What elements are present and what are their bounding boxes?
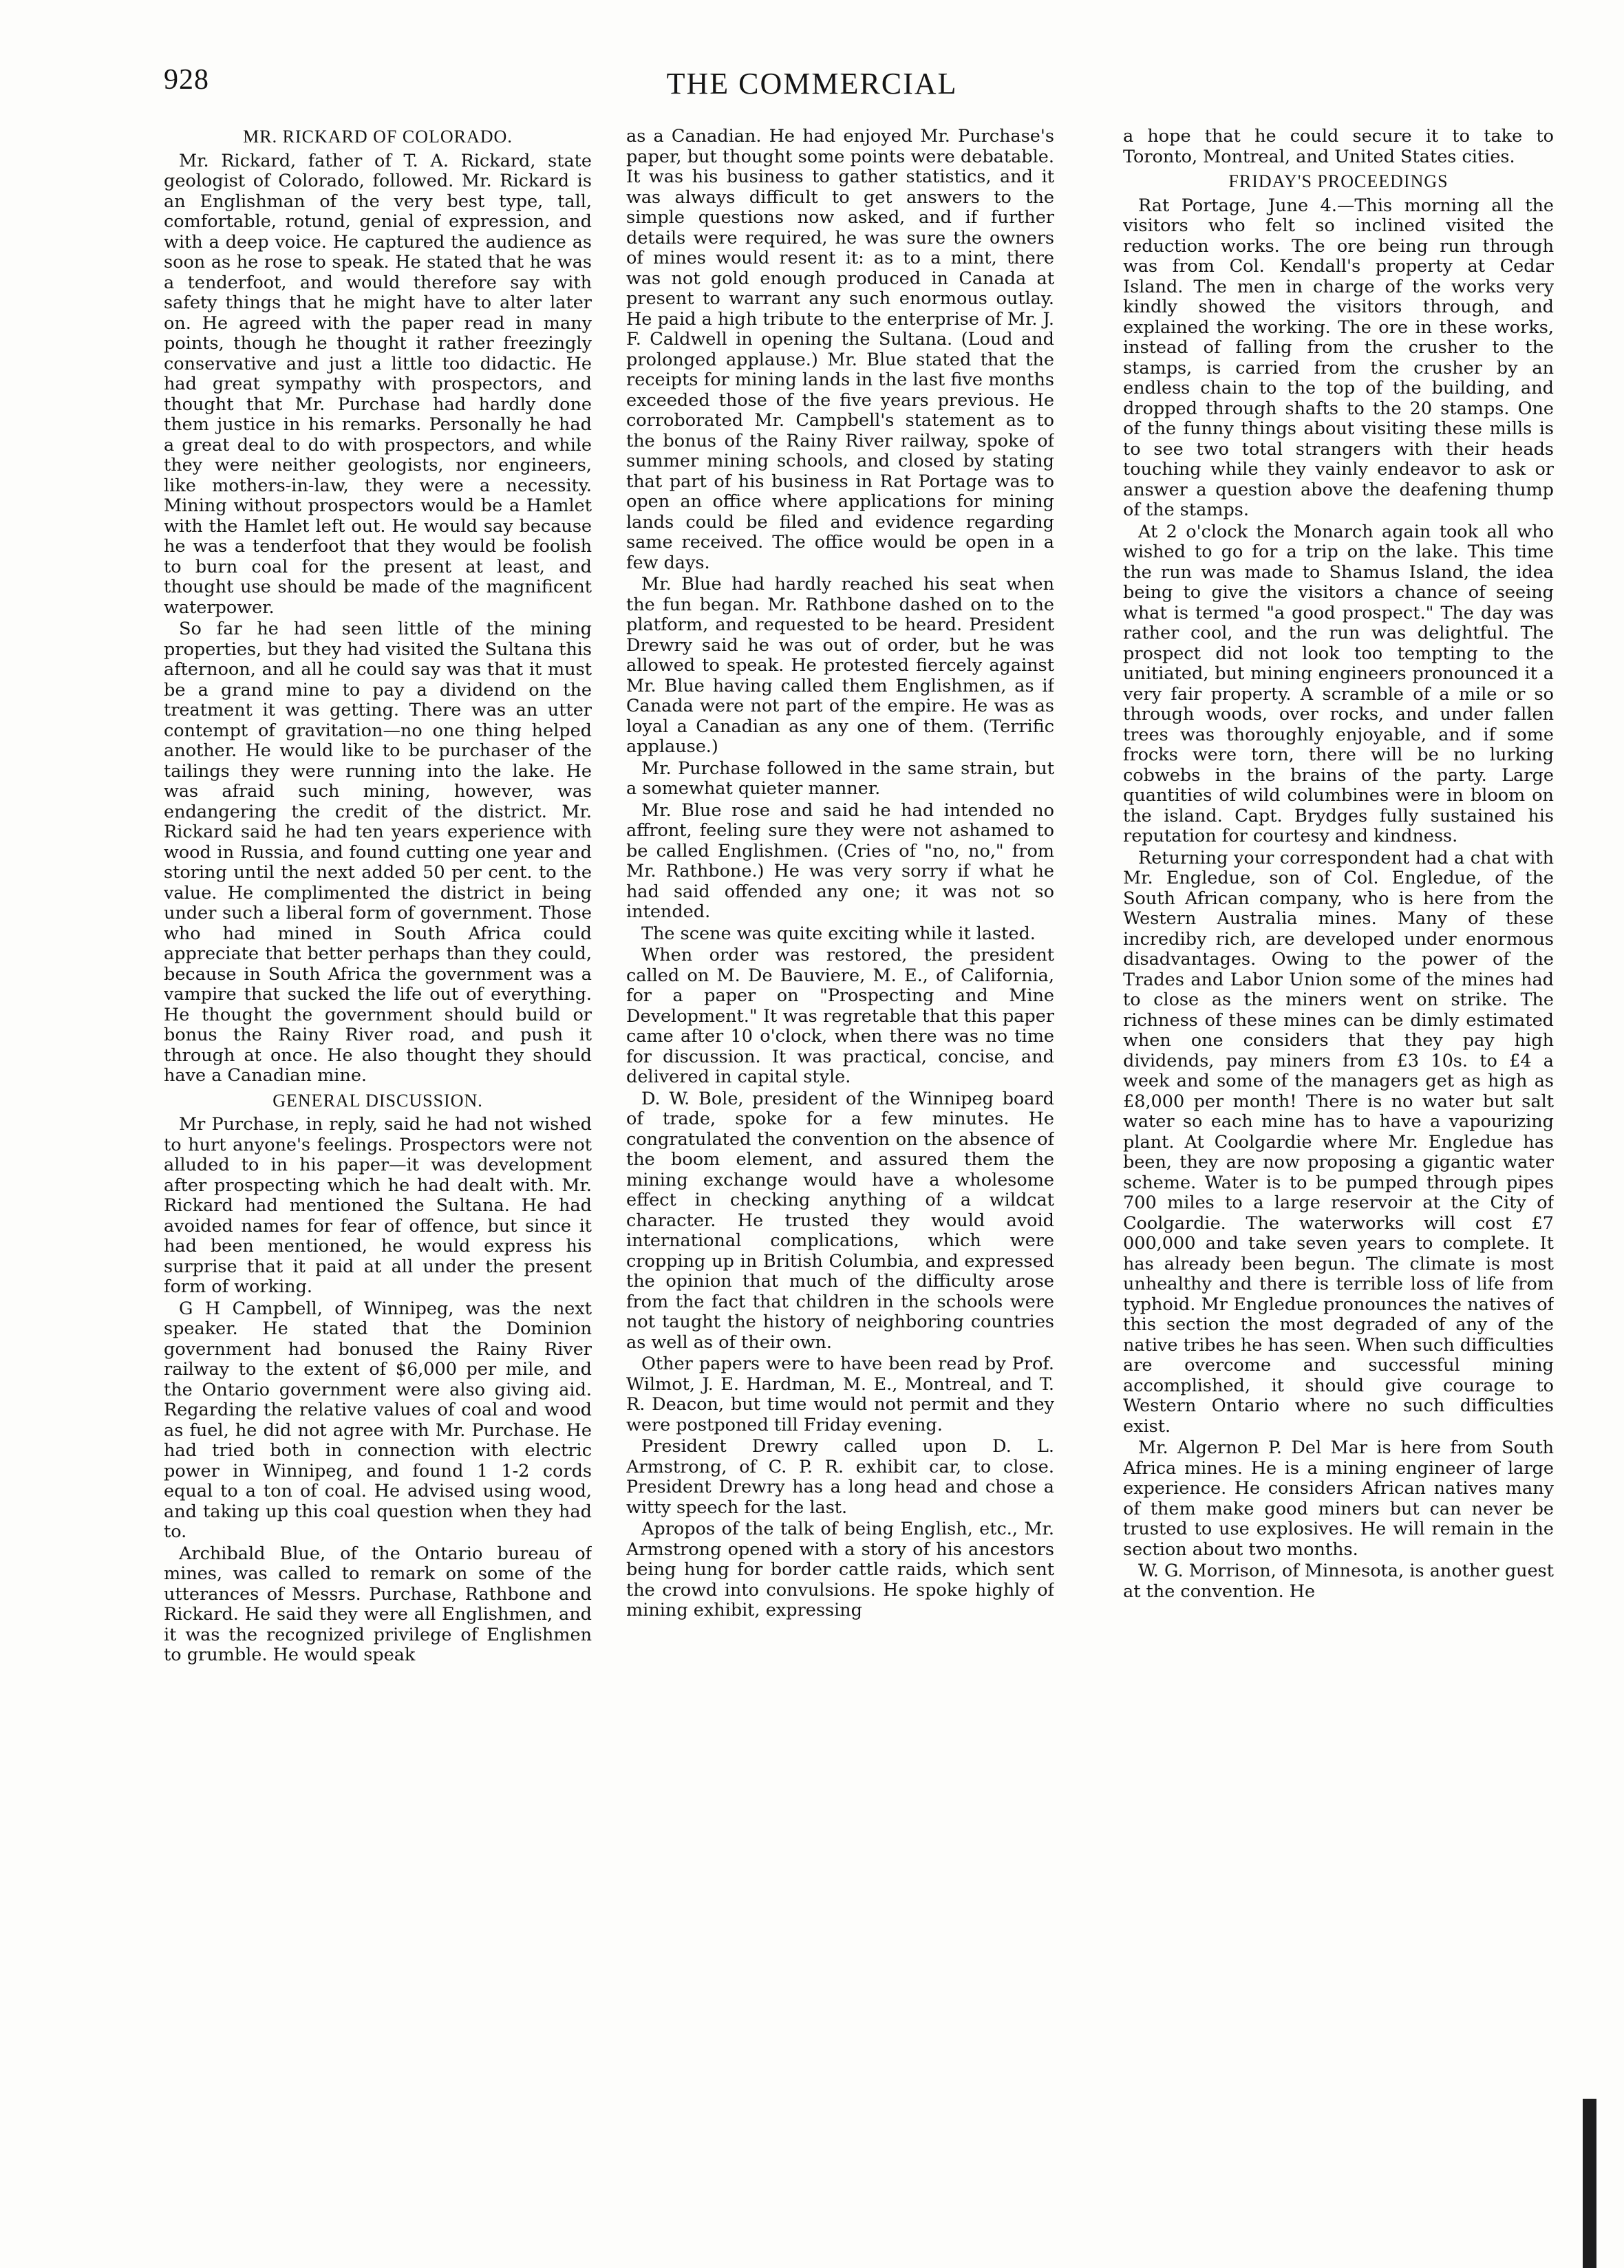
paragraph: Mr. Algernon P. Del Mar is here from South Africa mines. He is a mining engineer of large experience. He considers African natives many of them make good miners but can never be trusted to use explosives. He will remain in the section about two months. <box>1123 1437 1554 1560</box>
section-heading-general-discussion: GENERAL DISCUSSION. <box>273 1090 483 1111</box>
paragraph: D. W. Bole, president of the Winnipeg board of trade, spoke for a few minutes. He congratulated the convention on the absence of the boom element, and assured them the mining exchange would have a wholesome effect in checking anything of a wildcat character. He trusted they would avoid international complications, which were cropping up in British Columbia, and expressed the opinion that much of the difficulty arose from the fact that children in the schools were not taught the history of neighboring countries as well as of their own. <box>626 1088 1054 1353</box>
column-1 <box>164 127 592 2218</box>
page-number: 928 <box>164 64 209 96</box>
running-title: THE COMMERCIAL <box>666 67 958 100</box>
paragraph: Archibald Blue, of the Ontario bureau of mines, was called to remark on some of the utterances of Messrs. Purchase, Rathbone and Rickard. He said they were all Englishmen, and it was the recognized privilege of Englishmen to grumble. He would speak <box>164 1543 592 1665</box>
paragraph: When order was restored, the president called on M. De Bauviere, M. E., of California, for a paper on "Prospecting and Mine Development." It was regretable that this paper came after 10 o'clock, when there was no time for discussion. It was practical, concise, and delivered in capital style. <box>626 945 1054 1087</box>
paragraph: The scene was quite exciting while it lasted. <box>641 923 1036 944</box>
paragraph: G H Campbell, of Winnipeg, was the next speaker. He stated that the Dominion government had bonused the Rainy River railway to the extent of $6,000 per mile, and the Ontario government were also giving aid. Regarding the relative values of coal and wood as fuel, he did not agree with Mr. Purchase. He had tried both in connection with electric power in Winnipeg, and found 1 1-2 cords equal to a ton of coal. He advised using wood, and taking up this coal question when they had to. <box>164 1298 592 1542</box>
paragraph: Mr. Blue had hardly reached his seat when the fun began. Mr. Rathbone dashed on to the platform, and requested to be heard. President Drewry said he was out of order, but he was allowed to speak. He protested fiercely against Mr. Blue having called them Englishmen, as if Canada were not part of the empire. He was as loyal a Canadian as any one of them. (Terrific applause.) <box>626 574 1054 757</box>
paragraph: Mr Purchase, in reply, said he had not wished to hurt anyone's feelings. Prospectors were not alluded to in his paper—it was development after prospecting which he had dealt with. Mr. Rickard had mentioned the Sultana. He had avoided names for fear of offence, but since it had been mentioned, he would express his surprise that it paid at all under the present form of working. <box>164 1114 592 1297</box>
paragraph: Apropos of the talk of being English, etc., Mr. Armstrong opened with a story of his ancestors being hung for border cattle raids, which sent the crowd into convulsions. He spoke highly of mining exhibit, expressing <box>626 1519 1054 1620</box>
paragraph: Mr. Blue rose and said he had intended no affront, feeling sure they were not ashamed to be called Englishmen. (Cries of "no, no," from Mr. Rathbone.) He was very sorry if what he had said offended any one; it was not so intended. <box>626 800 1054 922</box>
paragraph: as a Canadian. He had enjoyed Mr. Purchase's paper, but thought some points were debatable. It was his business to gather statistics, and it was always difficult to get answers to the simple questions now asked, and if further details were required, he was sure the owners of mines would resent it: as to a mint, there was not gold enough produced in Canada at present to warrant any such enormous outlay. He paid a high tribute to the enterprise of Mr. J. F. Caldwell in opening the Sultana. (Loud and prolonged applause.) Mr. Blue stated that the receipts for mining lands in the last five months exceeded those of the five years previous. He corroborated Mr. Campbell's statement as to the bonus of the Rainy River railway, spoke of summer mining schools, and closed by stating that part of his business in Rat Portage was to open an office where applications for mining lands could be filed and evidence regarding same received. The office would be open in a few days. <box>626 127 1054 573</box>
scan-edge-shadow <box>1583 2099 1596 2268</box>
paragraph: Mr. Purchase followed in the same strain, but a somewhat quieter manner. <box>626 758 1054 799</box>
column-3 <box>1123 127 1554 2218</box>
paragraph: At 2 o'clock the Monarch again took all who wished to go for a trip on the lake. This time the run was made to Shamus Island, the idea being to give the visitors a chance of seeing what is termed "a good prospect." The day was rather cool, and the run was delightful. The prospect did not look too tempting to the unitiated, but mining engineers pronounced it a very fair property. A scramble of a mile or so through woods, over rocks, and under fallen trees was thoroughly enjoyable, and if some frocks were torn, there will be no lurking cobwebs in the brains of the party. Large quantities of wild columbines were in bloom on the island. Capt. Brydges fully sustained his reputation for courtesy and kindness. <box>1123 521 1554 846</box>
paragraph: Other papers were to have been read by Prof. Wilmot, J. E. Hardman, M. E., Montreal, and T. R. Deacon, but time would not permit and they were postponed till Friday evening. <box>626 1354 1054 1435</box>
paragraph: Rat Portage, June 4.—This morning all the visitors who felt so inclined visited the reduction works. The ore being run through was from Col. Kendall's property at Cedar Island. The men in charge of the works very kindly showed the visitors through, and explained the working. The ore in these works, instead of falling from the crusher to the stamps, is carried from the crusher by an endless chain to the top of the building, and dropped through shafts to the 20 stamps. One of the funny things about visiting these mills is to see two total strangers with their heads touching while they vainly endeavor to ask or answer a question above the deafening thump of the stamps. <box>1123 195 1554 520</box>
article-heading-rickard: MR. RICKARD OF COLORADO. <box>243 127 513 147</box>
paragraph: Mr. Rickard, father of T. A. Rickard, state geologist of Colorado, followed. Mr. Rickard is an Englishman of the very best type, tall, comfortable, rotund, genial of expression, and with a deep voice. He captured the audience as soon as he rose to speak. He stated that he was a tenderfoot, and would therefore say with safety things that he might have to alter later on. He agreed with the paper read in many points, though he thought it rather freezingly conservative and just a little too didactic. He had great sympathy with prospectors, and thought that Mr. Purchase had hardly done them justice in his remarks. Personally he had a great deal to do with prospectors, and while they were neither geologists, nor engineers, like mothers-in-law, they were a necessity. Mining without prospectors would be a Hamlet with the Hamlet left out. He would say because he was a tenderfoot that they would be foolish to burn coal for the present at least, and thought use should be made of the magnificent waterpower. <box>164 150 592 618</box>
paragraph: So far he had seen little of the mining properties, but they had visited the Sultana this afternoon, and all he could say was that it must be a grand mine to pay a dividend on the treatment it was getting. There was an utter contempt of gravitation—no one thing helped another. He would like to be purchaser of the tailings they were running into the lake. He was afraid such mining, however, was endangering the credit of the district. Mr. Rickard said he had ten years experience with wood in Russia, and found cutting one year and storing until the next added 50 per cent. to the value. He complimented the district in being under such a liberal form of government. Those who had mined in South Africa could appreciate that better perhaps than they could, because in South Africa the government was a vampire that sucked the life out of everything. He thought the government should build or bonus the Rainy River road, and push it through at once. He also thought they should have a Canadian mine. <box>164 619 592 1086</box>
paragraph: a hope that he could secure it to take to Toronto, Montreal, and United States cities. <box>1123 127 1554 167</box>
paragraph: President Drewry called upon D. L. Armstrong, of C. P. R. exhibit car, to close. President Drewry has a long head and chose a witty speech for the last. <box>626 1436 1054 1518</box>
paragraph: W. G. Morrison, of Minnesota, is another guest at the convention. He <box>1123 1561 1554 1602</box>
paragraph: Returning your correspondent had a chat with Mr. Engledue, son of Col. Engledue, of the South African company, who is here from the Western Australia mines. Many of these incrediby rich, are developed under enormous disadvantages. Owing to the power of the Trades and Labor Union some of the mines had to close as the miners went on strike. The richness of these mines can be dimly estimated when one considers that they pay high dividends, pay miners from £3 10s. to £4 a week and some of the managers get as high as £8,000 per month! There is no water but salt water so each mine has to have a vapourizing plant. At Coolgardie where Mr. Engledue has been, they are now proposing a gigantic water scheme. Water is to be pumped through pipes 700 miles to a large reservoir at the City of Coolgardie. The waterworks will cost £7 000,000 and take seven years to complete. It has already been begun. The climate is most unhealthy and there is terrible loss of life from typhoid. Mr Engledue pronounces the natives of this section the most degraded of any of the native tribes he has seen. When such difficulties are overcome and successful mining accomplished, it should give courage to Western Ontario where no such difficulties exist. <box>1123 847 1554 1437</box>
column-2 <box>626 127 1054 2218</box>
section-heading-fridays-proceedings: FRIDAY'S PROCEEDINGS <box>1228 171 1449 191</box>
